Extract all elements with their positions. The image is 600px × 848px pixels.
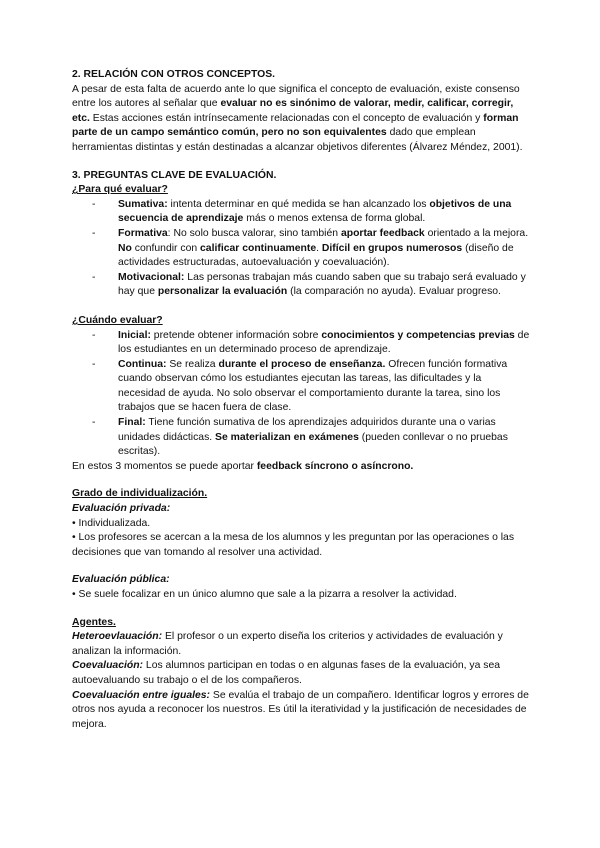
question-para-que: ¿Para qué evaluar? bbox=[72, 184, 168, 196]
coevaluacion-paragraph: Coevaluación: Los alumnos participan en todas o en algunas fases de la evaluación, ya sea autoevaluando su trabajo o el de los compañeros. bbox=[72, 660, 501, 686]
list-item-continua: - Continua: Se realiza durante el proceso de enseñanza. Ofrecen función formativa cuando observan cómo los estudiantes ejecutan las tareas, las dificultades y la necesidad de ayuda. No solo observar el comportamiento durante la tarea, sino los trabajos que se hacen fuera de clase. bbox=[72, 358, 530, 416]
agentes-title: Agentes. bbox=[72, 616, 116, 628]
publica-bullet-1: • Se suele focalizar en un único alumno que sale a la pizarra a resolver la actividad. bbox=[72, 589, 457, 600]
list-item-sumativa: - Sumativa: intenta determinar en qué medida se han alcanzado los objetivos de una secuencia de aprendizaje más o menos extensa de forma global. bbox=[72, 198, 530, 227]
momentos-paragraph: En estos 3 momentos se puede aportar feedback síncrono o asíncrono. bbox=[72, 460, 414, 472]
coevaluacion-iguales-paragraph: Coevaluación entre iguales: Se evalúa el trabajo de un compañero. Identificar logros y errores de otros nos ayuda a reconocer los nuestros. Es útil la iteratividad y la justificación de necesidades de mejora. bbox=[72, 689, 529, 730]
section-2-paragraph: A pesar de esta falta de acuerdo ante lo que significa el concepto de evaluación, existe consenso entre los autores al señalar que evaluar no es sinónimo de valorar, medir, calificar, corregir, etc. Estas acciones están intrínsecamente relacionadas con el concepto de evaluación y forman parte de un campo semántico común, pero no son equivalentes dado que emplean herramientas distintas y están destinadas a alcanzar objetivos diferentes (Álvarez Méndez, 2001). bbox=[72, 83, 523, 153]
list-item-final: - Final: Tiene función sumativa de los aprendizajes adquiridos durante una o varias unidades didácticas. Se materializan en exámenes (pueden conllevar o no pruebas escritas). bbox=[72, 416, 530, 460]
document-page bbox=[72, 68, 530, 732]
list-item-inicial: - Inicial: pretende obtener información sobre conocimientos y competencias previas de los estudiantes en un determinado proceso de aprendizaje. bbox=[72, 329, 530, 358]
question-cuando: ¿Cuándo evaluar? bbox=[72, 314, 163, 326]
timing-list bbox=[72, 329, 530, 460]
section-2-title: 2. RELACIÓN CON OTROS CONCEPTOS. bbox=[72, 69, 276, 80]
privada-bullet-1: • Individualizada. bbox=[72, 517, 151, 529]
list-item-motivacional: - Motivacional: Las personas trabajan más cuando saben que su trabajo será evaluado y hay que personalizar la evaluación (la comparación no ayuda). Evaluar progreso. bbox=[72, 271, 530, 300]
privada-heading: Evaluación privada: bbox=[72, 503, 171, 515]
purpose-list bbox=[72, 198, 530, 300]
section-3-title: 3. PREGUNTAS CLAVE DE EVALUACIÓN. bbox=[72, 169, 277, 181]
list-item-formativa: - Formativa: No solo busca valorar, sino también aportar feedback orientado a la mejora. No confundir con calificar continuamente. Difícil en grupos numerosos (diseño de actividades estructuradas, autoevaluación y coevaluación). bbox=[72, 227, 530, 271]
publica-heading: Evaluación pública: bbox=[72, 574, 170, 586]
grado-title: Grado de individualización. bbox=[72, 488, 208, 500]
heteroevaluacion-paragraph: Heteroevlauación: El profesor o un experto diseña los criterios y actividades de evaluación y analizan la información. bbox=[72, 631, 503, 657]
privada-bullet-2: • Los profesores se acercan a la mesa de los alumnos y les preguntan por las operaciones o las decisiones que van tomando al resolver una actividad. bbox=[72, 532, 515, 558]
